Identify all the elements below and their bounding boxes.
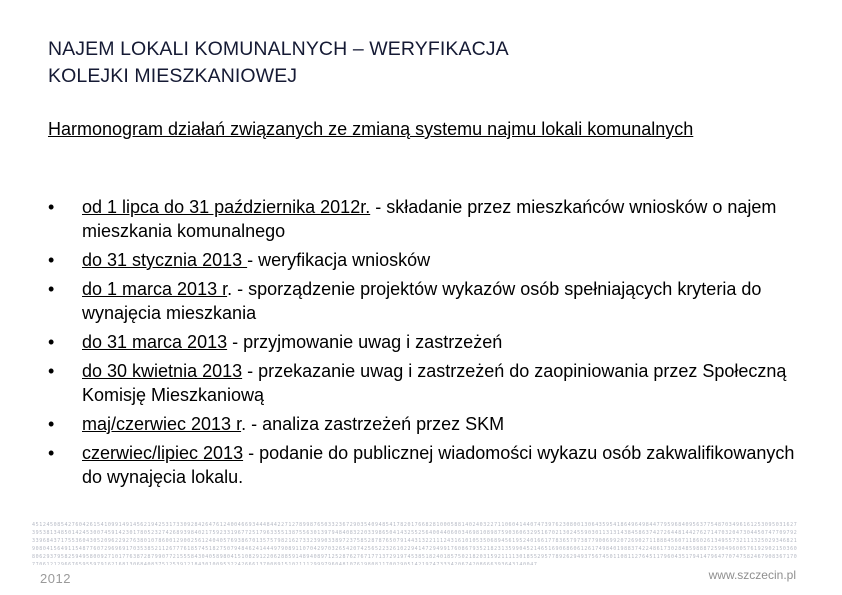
footer-url: www.szczecin.pl xyxy=(708,568,796,582)
schedule-date: do 30 kwietnia 2013 xyxy=(82,361,243,381)
schedule-text: - podanie do publicznej wiadomości wykazu osób zakwalifikowanych do wynajęcia lokalu. xyxy=(82,443,795,487)
schedule-item xyxy=(48,277,808,325)
schedule-item xyxy=(48,441,808,489)
schedule-date: czerwiec/lipiec 2013 xyxy=(82,443,244,463)
schedule-date: do 31 marca 2013 xyxy=(82,332,228,352)
schedule-item xyxy=(48,330,808,354)
schedule-item xyxy=(48,412,808,436)
schedule-item xyxy=(48,195,808,243)
schedule-item xyxy=(48,248,808,272)
schedule-text: - przekazanie uwag i zastrzeżeń do zaopiniowania przez Społeczną Komisję Mieszkaniową xyxy=(82,361,787,405)
slide-title-line-2: KOLEJKI MIESZKANIOWEJ xyxy=(48,65,298,87)
schedule-text: - weryfikacja wniosków xyxy=(247,250,431,270)
schedule-date: do 31 stycznia 2013 xyxy=(82,250,248,270)
schedule-text: - składanie przez mieszkańców wniosków o najem mieszkania komunalnego xyxy=(82,197,777,241)
slide-subtitle: Harmonogram działań związanych ze zmianą systemu najmu lokali komunalnych xyxy=(48,119,694,139)
schedule-text: . - sporządzenie projektów wykazów osób spełniających kryteria do wynajęcia mieszkania xyxy=(82,279,762,323)
slide-title xyxy=(48,36,509,90)
schedule-list xyxy=(48,195,808,494)
schedule-text: - przyjmowanie uwag i zastrzeżeń xyxy=(227,332,503,352)
slide-title-line-1: NAJEM LOKALI KOMUNALNYCH – WERYFIKACJA xyxy=(48,38,509,60)
schedule-date: do 1 marca 2013 r xyxy=(82,279,228,299)
schedule-text: . - analiza zastrzeżeń przez SKM xyxy=(241,414,505,434)
schedule-date: maj/czerwiec 2013 r xyxy=(82,414,242,434)
footer-year: 2012 xyxy=(40,571,71,586)
footer-number-pattern: 451245085427604261541099149145621942531733092842647612400466934448442271278998765033236729035409485417820176682810005881402403227110604144074739762308001306435954186496498447795968409563775487034961612530950316273953813485014245300745914230178052327426893984021759233196772517963355138755630139794840832203398650414325525640044060034698108987590360632951670213024559030113131438458637427264481442762714703204730445074770979233968437175536043052096229276380107860012900256124040576938670135757982162733239903389723758528787650791443132211124316101053506894561952401661778365797387790069920726902711888456071186026134955732111325029346821908041564911548776072969691703538521126777618574518275079484624144497908911070429703265420742565223261022941472949917608679352182313599045214651690686061261749840198837422486173028485988872590496005761929021503608062937958259495800927101776387287990772155584304058980415108291220628859148940897125287627671771372919745385182401857502182031592111130185529577892629493756745011081127645117960435179414796477074758246790836717077061212966765955979162168130684083751253912184301009532242666137008915102111299979604810761980811700290514219747333420674208666393643140047 xyxy=(32,522,798,565)
schedule-item xyxy=(48,359,808,407)
schedule-date: od 1 lipca do 31 października 2012r. xyxy=(82,197,371,217)
